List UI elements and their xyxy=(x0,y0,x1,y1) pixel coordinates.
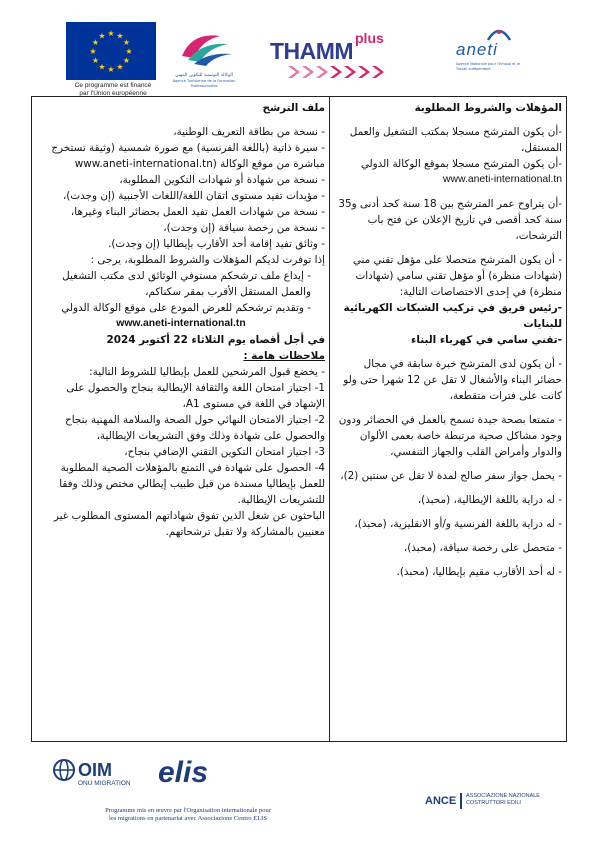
ance-logo-text: ANCE xyxy=(425,795,457,807)
svg-text:★: ★ xyxy=(98,31,106,41)
svg-text:★: ★ xyxy=(107,29,115,38)
ance-subtitle-line: ASSOCIAZIONE NAZIONALE xyxy=(466,793,540,799)
atfp-name-fr: Agence Tunisienne de la Formation Professionnelle xyxy=(172,79,236,88)
thamm-plus-text: plus xyxy=(355,30,384,46)
notes-heading: ملاحظات هامة : xyxy=(243,350,325,362)
list-item: 2- اجتياز الامتحان النهائي حول الصحة والسلامة المهنية بنجاح والحصول على شهادة وذلك وفق التشريعات الإيطالية، xyxy=(65,414,325,442)
list-item: - متمتعا بصحة جيدة تسمح بالعمل في الحضائر ودون وجود مشاكل صحية مرتبطة خاصة بعمى الألوان والدوار وأمراض القلب والجهاز التنفسي، xyxy=(338,414,562,458)
atfp-name-ar: الوكالة التونسية للتكوين المهني xyxy=(175,73,233,78)
list-item: - نسخة من رخصة سياقة (إن وجدت)، xyxy=(163,222,325,234)
atfp-swoosh-icon xyxy=(172,28,236,68)
oim-subtitle: ONU MIGRATION xyxy=(78,780,131,787)
column-divider xyxy=(329,96,330,742)
list-item: - يخضع قبول المرشحين للعمل بإيطاليا للشروط التالية: xyxy=(89,366,325,378)
svg-text:★: ★ xyxy=(91,56,100,65)
svg-text:★: ★ xyxy=(125,47,133,56)
eu-flag-logo xyxy=(66,22,156,80)
list-item: - يحمل جواز سفر صالح لمدة لا تقل عن سنتين (2)، xyxy=(340,470,562,482)
ance-divider xyxy=(460,793,462,809)
elis-logo-text: elis xyxy=(158,756,209,789)
thamm-logo-text: THAMM xyxy=(270,38,354,64)
oim-globe-icon xyxy=(52,758,76,786)
eu-caption-line: Ce programme est financé xyxy=(74,82,152,89)
list-item: - له دراية باللغة الإيطالية، (محبذ)، xyxy=(417,494,562,506)
svg-text:★: ★ xyxy=(98,62,106,72)
aneti-subtitle: Agence Nationale pour l'Emploi et le Travail Indépendant xyxy=(456,62,520,71)
website-link[interactable]: www.aneti-international.tn xyxy=(443,174,562,185)
list-item: - نسخة من شهادة أو شهادات التكوين المطلوبة، xyxy=(119,174,325,186)
list-item: - مؤيدات تفيد مستوى اتقان اللغة/اللغات الأجنبية (إن وجدت)، xyxy=(62,190,325,202)
list-item: - له أحد الأقارب مقيم بإيطاليا، (محبذ). xyxy=(396,566,562,578)
website-link[interactable]: www.aneti-international.tn xyxy=(116,318,246,329)
footer-caption-line: les migrations en partenariat avec Associazione Centro ELIS xyxy=(109,815,267,822)
svg-text:★: ★ xyxy=(107,65,115,74)
svg-text:★: ★ xyxy=(91,38,100,47)
list-item: الباحثون عن شغل الذين تفوق شهاداتهم المستوى المطلوب غير معنيين بالمشاركة ولا تقبل ترشحاتهم. xyxy=(53,510,325,538)
list-item: - أن يكون المترشح متحصلا على مؤهل تقني مني (شهادات منظرة) أو مؤهل تقني سامي (شهادات منظرة) في إحدى الاختصاصات التالية: xyxy=(352,254,562,298)
list-item: - سيرة ذاتية (باللغة الفرنسية) مع صورة شمسية (وثيقة تستخرج مباشرة من موقع الوكالة (www.aneti-international.tn xyxy=(51,142,325,170)
qualifications-column xyxy=(334,100,562,580)
list-item: 3- اجتياز امتحان التكوين التقني الإضافي بنجاح، xyxy=(124,446,325,458)
list-item: -رئيس فريق في تركيب الشبكات الكهربائية للبنايات xyxy=(343,302,562,330)
ance-subtitle-line: COSTRUTTORI EDILI xyxy=(466,800,521,806)
atfp-logo xyxy=(172,28,236,94)
footer-caption-line: Programme mis en œuvre par l'Organisation internationale pour xyxy=(105,807,271,814)
ance-subtitle xyxy=(466,793,546,807)
list-item: - نسخة من شهادات العمل تفيد العمل بحضائر البناء وغيرها، xyxy=(70,206,325,218)
footer-caption xyxy=(88,807,288,823)
list-item: 1- اجتياز امتحان اللغة والثقافة الإيطالية بنجاح والحصول على الإشهاد في اللغة في مستوى A1، xyxy=(66,382,325,410)
svg-text:★: ★ xyxy=(89,47,97,56)
oim-logo-text: OIM xyxy=(78,760,112,780)
deadline-text: في أجل أقصاه يوم الثلاثاء 22 أكتوبر 2024 xyxy=(106,334,325,346)
thamm-arrows-icon xyxy=(288,62,398,86)
list-item: - وثائق تفيد إقامة أحد الأقارب بإيطاليا (إن وجدت). xyxy=(108,238,325,250)
list-item: - نسخة من بطاقة التعريف الوطنية، xyxy=(173,126,325,138)
eu-stars-icon xyxy=(66,22,156,80)
svg-text:★: ★ xyxy=(116,31,124,41)
application-file-column xyxy=(37,100,325,540)
svg-text:★: ★ xyxy=(122,56,131,65)
list-item: -أن يتراوح عمر المترشح بين 18 سنة كحد أدنى و35 سنة كحد أقصى في تاريخ الإعلان عن فتح باب الترشحات، xyxy=(338,198,562,242)
aneti-logo-text: aneti xyxy=(456,40,498,59)
list-item: -تقني سامي في كهرباء البناء xyxy=(411,334,562,346)
list-item: - متحصل على رخصة سياقة، (محبذ)، xyxy=(403,542,562,554)
application-file-heading: ملف الترشح xyxy=(262,102,325,114)
list-item: - وتقديم ترشحكم للعرض المودع على موقع الوكالة الدولي xyxy=(61,302,311,314)
list-item: - له دراية باللغة الفرنسية و/أو الانقليزية، (محبذ)، xyxy=(354,518,562,530)
svg-text:★: ★ xyxy=(116,62,124,72)
list-item: 4- الحصول على شهادة في التمتع بالمؤهلات الصحية المطلوبة للعمل بإيطاليا مسندة من قبل طبيب إيطالي مختص وذلك وفقا للتشريعات الإيطالية. xyxy=(59,462,325,506)
list-item: - أن يكون لدى المترشح خبرة سابقة في مجال حضائر البناء والأشغال لا تقل عن 12 شهرا حتى ولو كانت على فترات متقطعة، xyxy=(343,358,562,402)
list-item: - إيداع ملف ترشحكم مستوفي الوثائق لدى مكتب التشغيل والعمل المستقل الأقرب بمقر سكناكم، xyxy=(62,270,311,298)
qualifications-heading: المؤهلات والشروط المطلوبة xyxy=(414,102,562,114)
svg-text:★: ★ xyxy=(122,38,131,47)
list-item: -أن يكون المترشح مسجلا بمكتب التشغيل والعمل المستقل، xyxy=(349,126,562,154)
eu-caption-line: par l'Union européenne xyxy=(79,90,147,97)
list-item: إذا توفرت لديكم المؤهلات والشروط المطلوبة، يرجى : xyxy=(90,254,325,266)
list-item: -أن يكون المترشح مسجلا بموقع الوكالة الدولي xyxy=(360,158,562,170)
